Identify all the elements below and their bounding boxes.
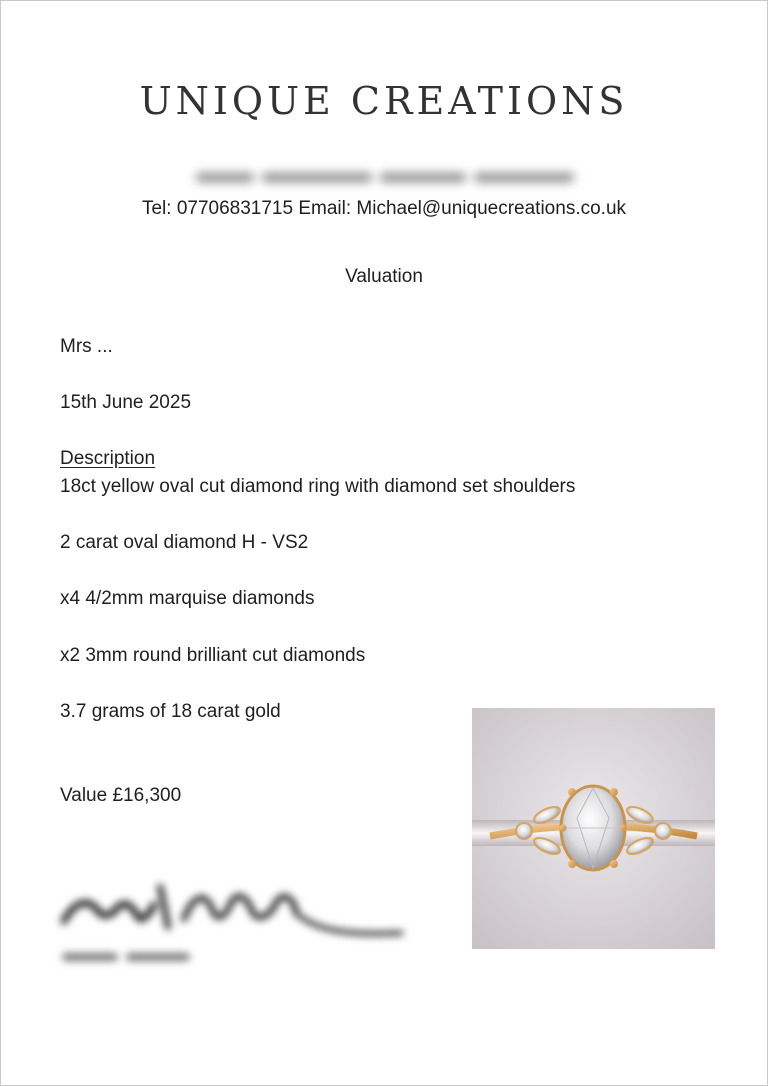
valuation-amount: Value £16,300 bbox=[60, 785, 182, 806]
description-item: x4 4/2mm marquise diamonds bbox=[60, 588, 315, 609]
description-summary: 18ct yellow oval cut diamond ring with diamond set shoulders bbox=[60, 476, 576, 497]
description-item: 3.7 grams of 18 carat gold bbox=[60, 701, 281, 722]
signature-image bbox=[56, 863, 416, 978]
description-label: Description bbox=[60, 448, 156, 469]
company-name: UNIQUE CREATIONS bbox=[139, 79, 629, 123]
contact-line: Tel: 07706831715 Email: Michael@uniquecreations.co.uk bbox=[141, 198, 627, 219]
document-date: 15th June 2025 bbox=[60, 392, 192, 413]
redacted-address bbox=[188, 169, 580, 185]
description-item: 2 carat oval diamond H - VS2 bbox=[60, 532, 309, 553]
description-item: x2 3mm round brilliant cut diamonds bbox=[60, 645, 366, 666]
document-title: Valuation bbox=[345, 266, 423, 287]
recipient-name: Mrs ... bbox=[60, 336, 113, 357]
ring-photo-image bbox=[472, 708, 715, 949]
